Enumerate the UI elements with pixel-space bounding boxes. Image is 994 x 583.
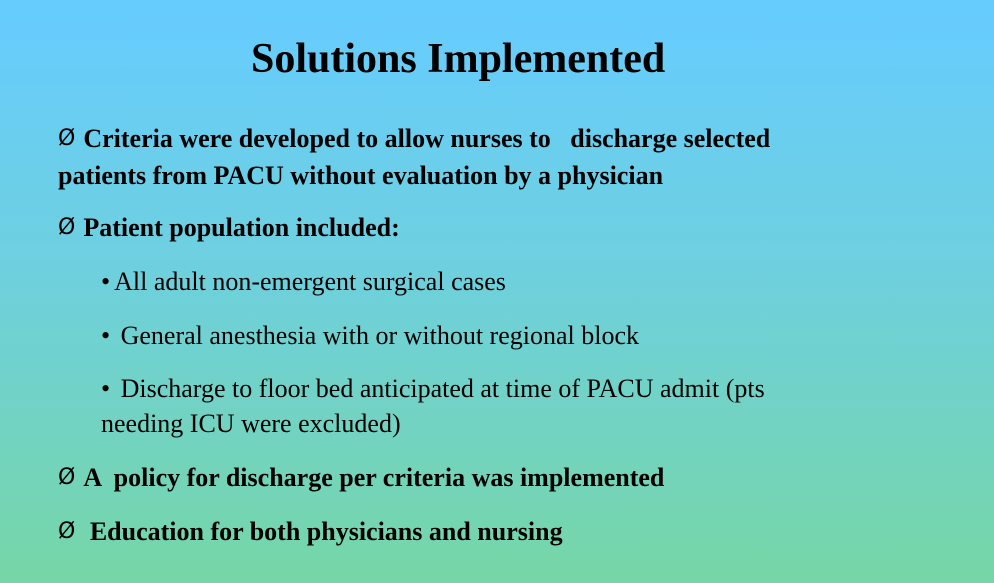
arrow-bullet-icon: Ø (58, 126, 76, 151)
dot-bullet-icon: • (101, 267, 111, 296)
bullet-continuation: patients from PACU without evaluation by a physician (58, 161, 664, 190)
dot-bullet-icon: • (101, 321, 111, 350)
sub-bullet-text: General anesthesia with or without regional block (114, 321, 640, 350)
slide-title: Solutions Implemented (251, 36, 666, 82)
arrow-bullet-icon: Ø (58, 215, 76, 240)
bullet-text: Patient population included: (83, 213, 400, 242)
bullet-policy (58, 460, 664, 497)
bullet-line (58, 121, 770, 158)
sub-bullet-text: Discharge to floor bed anticipated at time of PACU admit (pts (114, 374, 765, 403)
sub-bullet-general-anesthesia (101, 318, 931, 353)
bullet-text: Criteria were developed to allow nurses to discharge selected (83, 124, 771, 153)
bullet-patient-population (58, 210, 400, 247)
sub-bullet-line (101, 371, 931, 406)
sub-bullet-continuation: needing ICU were excluded) (101, 409, 401, 438)
sub-bullet-adult-cases (101, 264, 931, 299)
bullet-text: Education for both physicians and nursing (83, 517, 563, 546)
sub-bullet-text: All adult non-emergent surgical cases (114, 267, 506, 296)
bullet-text: A policy for discharge per criteria was implemented (83, 463, 665, 492)
sub-bullet-discharge-floor-bed (101, 371, 931, 441)
dot-bullet-icon: • (101, 374, 111, 403)
arrow-bullet-icon: Ø (58, 465, 76, 490)
bullet-education (58, 514, 563, 551)
bullet-criteria (58, 121, 770, 193)
arrow-bullet-icon: Ø (58, 519, 76, 544)
